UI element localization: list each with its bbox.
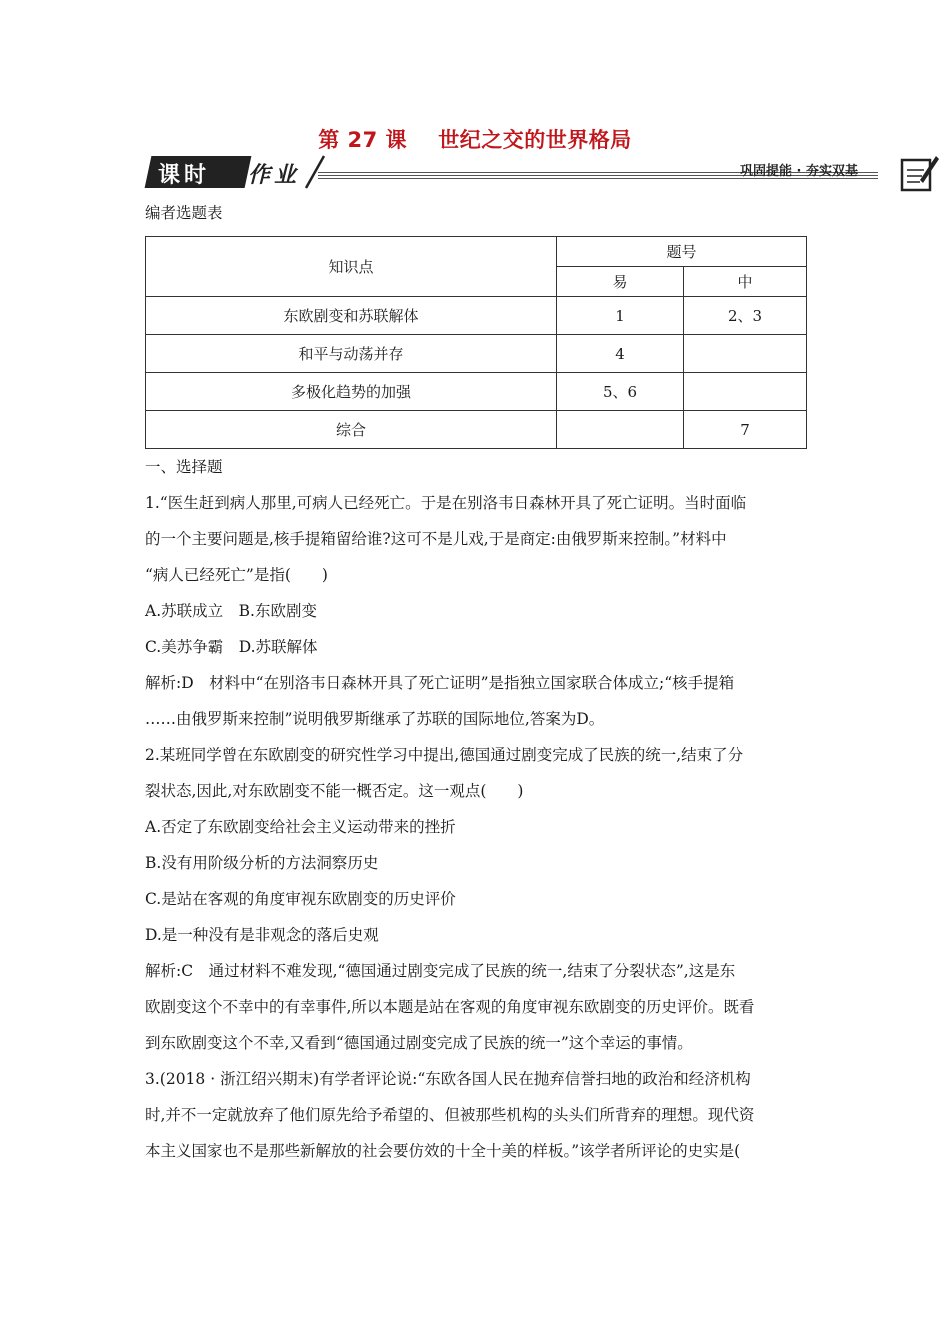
table-row: 综合 7 [146,411,807,449]
banner-right-label: 作业 [248,163,301,188]
header-number: 题号 [557,237,807,267]
q1-analysis: ……由俄罗斯来控制”说明俄罗斯继承了苏联的国际地位,答案为D。 [145,710,605,728]
q2-line: 裂状态,因此,对东欧剧变不能一概否定。这一观点( ) [145,782,524,800]
table-caption: 编者选题表 [145,204,223,222]
page-title: 第 27 课 世纪之交的世界格局 [318,128,632,152]
q1-line: 的一个主要问题是,核手提箱留给谁?这可不是儿戏,于是商定:由俄罗斯来控制。”材料中 [145,530,727,548]
q1-line: 1.“医生赶到病人那里,可病人已经死亡。于是在别洛韦日森林开具了死亡证明。当时面临 [145,494,747,512]
q3-line: 本主义国家也不是那些新解放的社会要仿效的十全十美的样板。”该学者所评论的史实是( [145,1142,741,1160]
header-easy: 易 [557,267,684,297]
table-row: 和平与动荡并存 4 [146,335,807,373]
q3-line: 时,并不一定就放弃了他们原先给予希望的、但被那些机构的头头们所背弃的理想。现代资 [145,1106,755,1124]
q2-line: 2.某班同学曾在东欧剧变的研究性学习中提出,德国通过剧变完成了民族的统一,结束了分 [145,746,744,764]
question-selection-table [145,236,807,449]
q2-analysis: 欧剧变这个不幸中的有幸事件,所以本题是站在客观的角度审视东欧剧变的历史评价。既看 [145,998,755,1016]
banner-motto: 巩固提能 · 夯实双基 [740,164,858,179]
q3-line: 3.(2018 · 浙江绍兴期末)有学者评论说:“东欧各国人民在抛弃信誉扫地的政治和经济机构 [145,1070,751,1088]
q2-option: D.是一种没有是非观念的落后史观 [145,926,379,944]
notepad-pencil-icon [898,150,940,194]
table-row: 东欧剧变和苏联解体 1 2、3 [146,297,807,335]
table-row: 多极化趋势的加强 5、6 [146,373,807,411]
q1-analysis: 解析:D 材料中“在别洛韦日森林开具了死亡证明”是指独立国家联合体成立;“核手提箱 [145,674,735,692]
q1-line: “病人已经死亡”是指( ) [145,566,328,584]
section-banner [140,150,940,200]
header-knowledge: 知识点 [146,237,557,297]
question-body [145,449,810,1169]
q2-option: B.没有用阶级分析的方法洞察历史 [145,854,379,872]
header-medium: 中 [684,267,807,297]
q2-option: A.否定了东欧剧变给社会主义运动带来的挫折 [145,818,456,836]
q2-option: C.是站在客观的角度审视东欧剧变的历史评价 [145,890,456,908]
section-heading: 一、选择题 [145,458,223,476]
q2-analysis: 解析:C 通过材料不难发现,“德国通过剧变完成了民族的统一,结束了分裂状态”,这是东 [145,962,736,980]
q2-analysis: 到东欧剧变这个不幸,又看到“德国通过剧变完成了民族的统一”这个幸运的事情。 [145,1034,693,1052]
q1-option: A.苏联成立 B.东欧剧变 [145,602,317,620]
q1-option: C.美苏争霸 D.苏联解体 [145,638,318,656]
banner-left-label: 课时 [158,163,211,188]
